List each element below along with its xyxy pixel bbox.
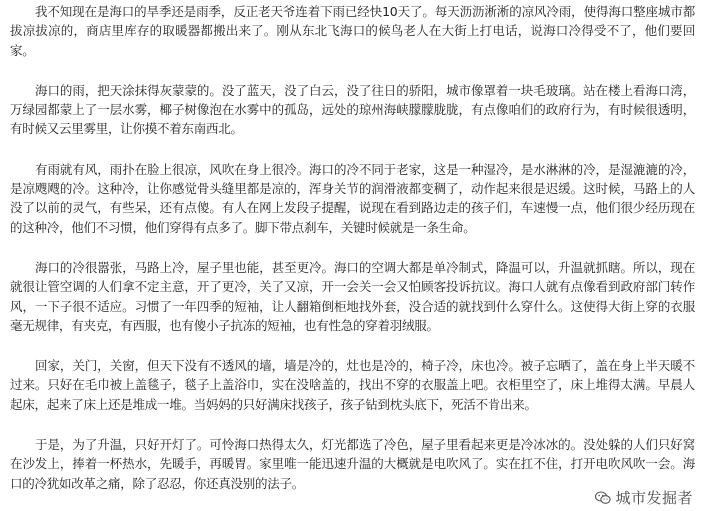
paragraph-3: 有雨就有风，雨扑在脸上很凉，风吹在身上很冷。海口的冷不同于老家，这是一种湿冷，是水淋淋的冷，是湿漉漉的冷，是凉飕飕的冷。这种冷，让你感觉骨头缝里都是凉的，浑身关节的润滑液都变稠了，动作起来很是迟缓。这时候，马路上的人没了以前的灵气，有些呆，还有点傻。有人在网上发段子提醒，说现在看到路边走的孩子们，车速慢一点，他们很少经历现在的这种冷，他们不习惯，他们穿得有点多了。脚下带点刹车，关键时候就是一条生命。 <box>10 161 695 235</box>
wechat-icon <box>595 491 611 505</box>
paragraph-5: 回家，关门，关窗，但天下没有不透风的墙，墙是冷的，灶也是冷的，椅子冷，床也冷。被子忘晒了，盖在身上半天暖不过来。只好在毛巾被上盖毯子，毯子上盖浴巾，实在没啥盖的，找出不穿的衣服盖上吧。衣柜里空了，床上堆得太满。早晨人起床，起来了床上还是堆成一堆。当妈妈的只好满床找孩子，孩子钻到枕头底下，死活不肯出来。 <box>10 358 695 412</box>
watermark <box>593 487 695 508</box>
paragraph-2: 海口的雨，把天涂抹得灰蒙蒙的。没了蓝天，没了白云，没了往日的骄阳，城市像罩着一块毛玻璃。站在楼上看海口湾，万绿园都蒙上了一层水雾，椰子树像泡在水雾中的孤岛，远处的琼州海峡朦朦胧胧，有点像咱们的政府行为，有时候很透明，有时候又云里雾里，让你摸不着东南西北。 <box>10 82 695 137</box>
paragraph-6: 于是，为了升温，只好开灯了。可怜海口热得太久，灯光都选了冷色，屋子里看起来更是冷冰冰的。没处躲的人们只好窝在沙发上，捧着一杯热水，先暖手，再暖胃。家里唯一能迅速升温的大概就是电吹风了。实在扛不住，打开电吹风吹一会。海口的冷犹如改革之痛，除了忍忍，你还真没别的法子。 <box>10 437 695 491</box>
paragraph-4: 海口的冷很嚣张，马路上冷，屋子里也能，甚至更冷。海口的空调大都是单冷制式，降温可以，升温就抓瞎。所以，现在就很让管空调的人们拿不定主意，开了更冷，关了又凉，开一会关一会又怕顾客投诉抗议。海口人就有点像看到政府部门转作风，一下子很不适应。习惯了一年四季的短袖，让人翻箱倒柜地找外套，没合适的就找到什么穿什么。这使得大街上穿的衣服毫无规律，有夹克，有西服，也有傻小子抗冻的短袖，也有性急的穿着羽绒服。 <box>10 259 695 333</box>
watermark-text: 城市发掘者 <box>615 489 693 507</box>
paragraph-1: 我不知现在是海口的旱季还是雨季，反正老天爷连着下雨已经快10天了。每天沥沥淅淅的凉风冷雨，使得海口整座城市都拔凉拔凉的，商店里库存的取暖器都搬出来了。刚从东北飞海口的候鸟老人在大街上打电话，说海口冷得受不了，他们要回家。 <box>10 4 695 58</box>
article-body <box>10 2 695 493</box>
